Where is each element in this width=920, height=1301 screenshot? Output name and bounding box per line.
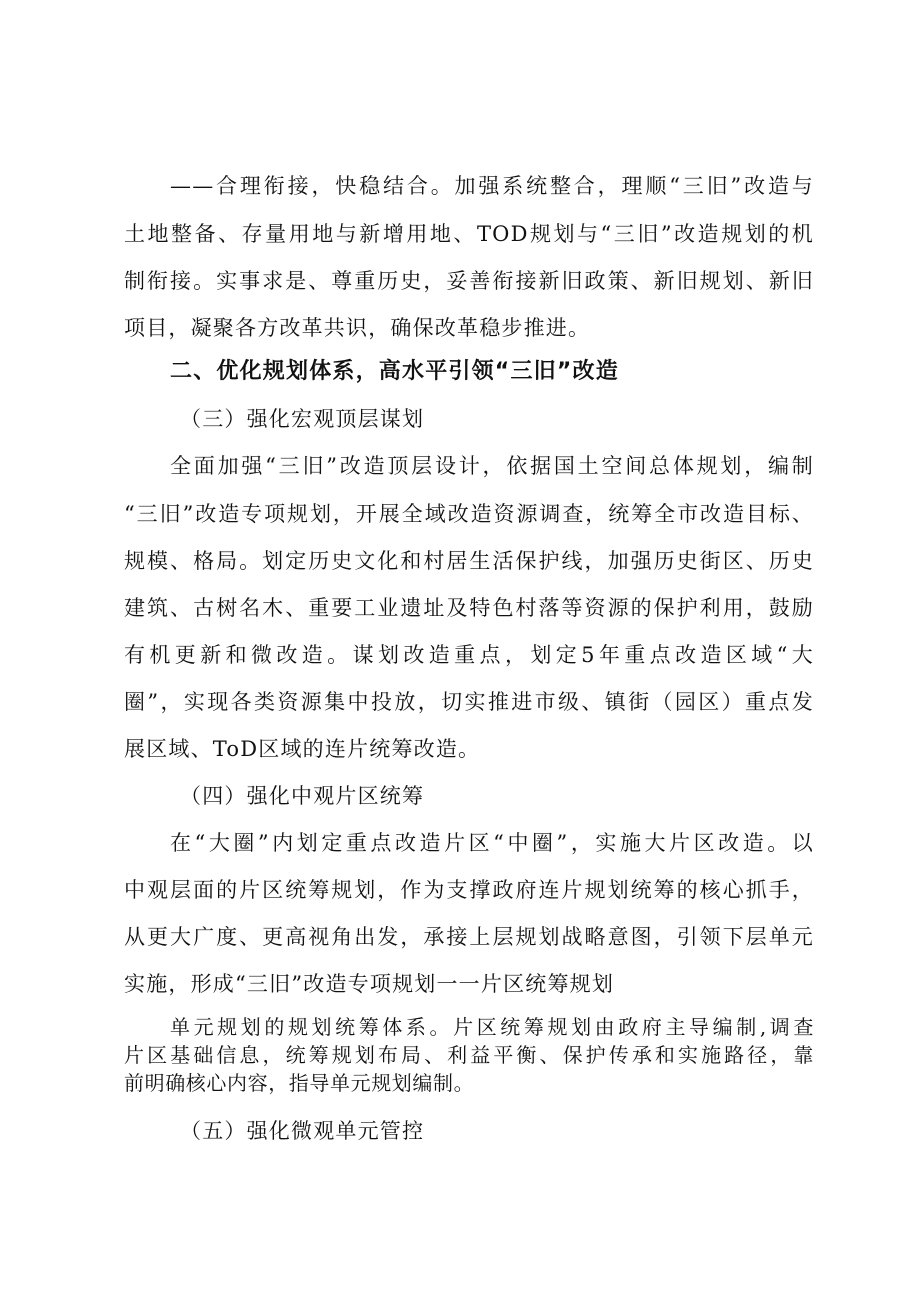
paragraph-line: 有机更新和微改造。谋划改造重点，划定5年重点改造区域“大 <box>124 643 814 667</box>
paragraph-line: 建筑、古树名木、重要工业遗址及特色村落等资源的保护利用，鼓励 <box>124 596 814 620</box>
paragraph-line: 单元规划的规划统筹体系。片区统筹规划由政府主导编制,调查 <box>170 1015 814 1039</box>
subsection-heading: （五）强化微观单元管控 <box>180 1119 425 1143</box>
paragraph-line: 片区基础信息，统筹规划布局、利益平衡、保护传承和实施路径，靠 <box>124 1043 814 1067</box>
paragraph-line: 全面加强“三旧”改造顶层设计，依据国土空间总体规划，编制 <box>170 454 814 478</box>
paragraph-line: 实施，形成“三旧”改造专项规划一一片区统筹规划 <box>124 972 615 996</box>
paragraph-line: ——合理衔接，快稳结合。加强系统整合，理顺“三旧”改造与 <box>170 174 814 198</box>
paragraph-line: 圈”，实现各类资源集中投放，切实推进市级、镇街（园区）重点发 <box>124 690 814 714</box>
paragraph-line: 中观层面的片区统筹规划，作为支撑政府连片规划统筹的核心抓手， <box>124 878 814 902</box>
paragraph-line: 前明确核心内容，指导单元规划编制。 <box>124 1071 475 1095</box>
paragraph-line: 规模、格局。划定历史文化和村居生活保护线，加强历史街区、历史 <box>124 549 814 573</box>
paragraph-line: 项目，凝聚各方改革共识，确保改革稳步推进。 <box>124 316 591 340</box>
paragraph-line: “三旧”改造专项规划，开展全域改造资源调查，统筹全市改造目标、 <box>124 502 814 526</box>
paragraph-line: 在“大圈”内划定重点改造片区“中圈”，实施大片区改造。以 <box>170 831 814 855</box>
paragraph-line: 制衔接。实事求是、尊重历史，妥善衔接新旧政策、新旧规划、新旧 <box>124 269 814 293</box>
paragraph-line: 展区域、ToD区域的连片统筹改造。 <box>124 737 481 761</box>
paragraph-line: 从更大广度、更高视角出发，承接上层规划战略意图，引领下层单元 <box>124 925 814 949</box>
subsection-heading: （三）强化宏观顶层谋划 <box>180 407 425 431</box>
subsection-heading: （四）强化中观片区统筹 <box>180 784 425 808</box>
paragraph-line: 土地整备、存量用地与新增用地、TOD规划与“三旧”改造规划的机 <box>124 222 814 246</box>
section-heading: 二、优化规划体系，高水平引领“三旧”改造 <box>170 359 619 384</box>
